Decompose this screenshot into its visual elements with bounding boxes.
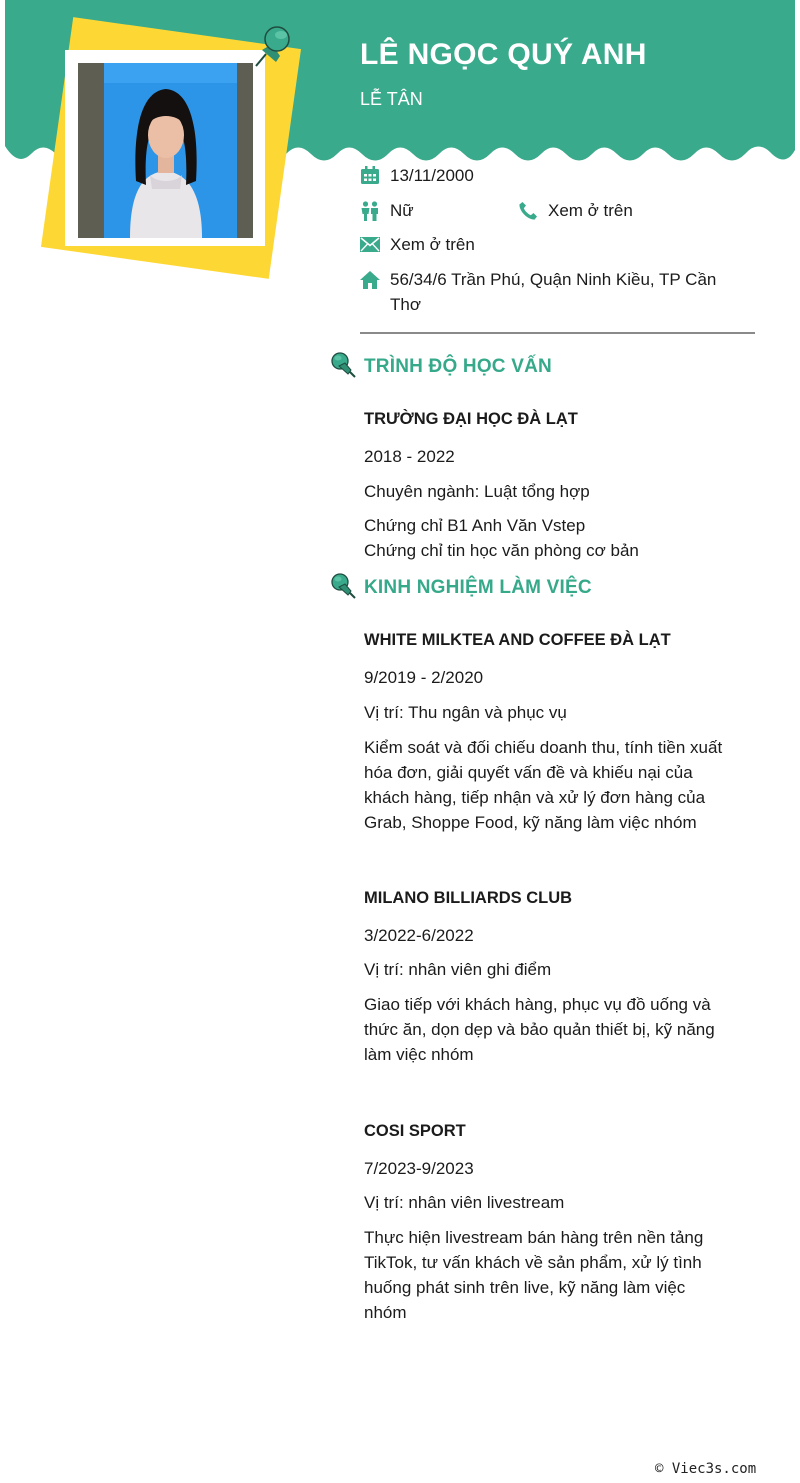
description-line: Giao tiếp với khách hàng, phục vụ đồ uống và	[364, 995, 711, 1014]
description-line: làm việc nhóm	[364, 1045, 474, 1064]
email-row	[360, 232, 475, 257]
mail-icon	[360, 232, 390, 257]
experience-title: KINH NGHIỆM LÀM VIỆC	[364, 577, 592, 598]
address-line-1: 56/34/6 Trần Phú, Quận Ninh Kiều, TP Cần	[390, 270, 717, 289]
experience-header	[330, 573, 592, 603]
job-description	[364, 735, 736, 835]
job-company: WHITE MILKTEA AND COFFEE ĐÀ LẠT	[364, 631, 671, 649]
phone-value: Xem ở trên	[548, 201, 633, 220]
description-line: Kiểm soát và đối chiếu doanh thu, tính tiền xuất	[364, 738, 723, 757]
education-years: 2018 - 2022	[364, 447, 455, 466]
description-line: Thực hiện livestream bán hàng trên nền tảng	[364, 1228, 704, 1247]
profile-photo	[78, 63, 253, 238]
description-line: nhóm	[364, 1303, 407, 1322]
job-period: 3/2022-6/2022	[364, 926, 474, 945]
job-period: 9/2019 - 2/2020	[364, 668, 484, 687]
description-line: TikTok, tư vấn khách về sản phẩm, xử lý tình	[364, 1253, 702, 1272]
education-major: Chuyên ngành: Luật tổng hợp	[364, 482, 590, 501]
gender-icon	[360, 198, 390, 223]
pushpin-icon	[330, 352, 364, 382]
description-line: khách hàng, tiếp nhận và xử lý đơn hàng của	[364, 788, 706, 807]
job-position: Vị trí: Thu ngân và phục vụ	[364, 703, 567, 722]
description-line: Grab, Shoppe Food, kỹ năng làm việc nhóm	[364, 813, 697, 832]
certificate-item: Chứng chỉ B1 Anh Văn Vstep	[364, 516, 586, 535]
description-line: hóa đơn, giải quyết vấn đề và khiếu nại của	[364, 763, 693, 782]
gender-row	[360, 198, 414, 223]
candidate-role: LỄ TÂN	[360, 89, 423, 109]
copyright-footer: © Viec3s.com	[655, 1461, 757, 1477]
job-description	[364, 992, 736, 1067]
birthday-value: 13/11/2000	[390, 166, 474, 185]
phone-icon	[518, 198, 548, 223]
calendar-icon	[360, 163, 390, 188]
phone-row	[518, 198, 633, 223]
address-row	[360, 267, 716, 317]
pushpin-icon	[330, 573, 364, 603]
education-title: TRÌNH ĐỘ HỌC VẤN	[364, 356, 552, 377]
pushpin-icon	[248, 24, 292, 77]
job-company: COSI SPORT	[364, 1122, 466, 1140]
description-line: huống phát sinh trên live, kỹ năng làm việc	[364, 1278, 686, 1297]
certificate-item: Chứng chỉ tin học văn phòng cơ bản	[364, 541, 639, 560]
birthday-row	[360, 163, 474, 188]
address-line-2: Thơ	[390, 295, 421, 314]
education-certificates	[364, 513, 736, 563]
home-icon	[360, 267, 390, 292]
email-value: Xem ở trên	[390, 235, 475, 254]
job-period: 7/2023-9/2023	[364, 1159, 474, 1178]
job-position: Vị trí: nhân viên ghi điểm	[364, 960, 552, 979]
job-company: MILANO BILLIARDS CLUB	[364, 889, 573, 907]
section-divider	[360, 332, 755, 334]
job-description	[364, 1225, 736, 1325]
education-header	[330, 352, 552, 382]
school-name: TRƯỜNG ĐẠI HỌC ĐÀ LẠT	[364, 410, 578, 428]
description-line: thức ăn, dọn dẹp và bảo quản thiết bị, kỹ năng	[364, 1020, 715, 1039]
gender-value: Nữ	[390, 201, 414, 220]
photo-frame	[65, 50, 265, 246]
job-position: Vị trí: nhân viên livestream	[364, 1193, 565, 1212]
candidate-name: LÊ NGỌC QUÝ ANH	[360, 38, 647, 71]
